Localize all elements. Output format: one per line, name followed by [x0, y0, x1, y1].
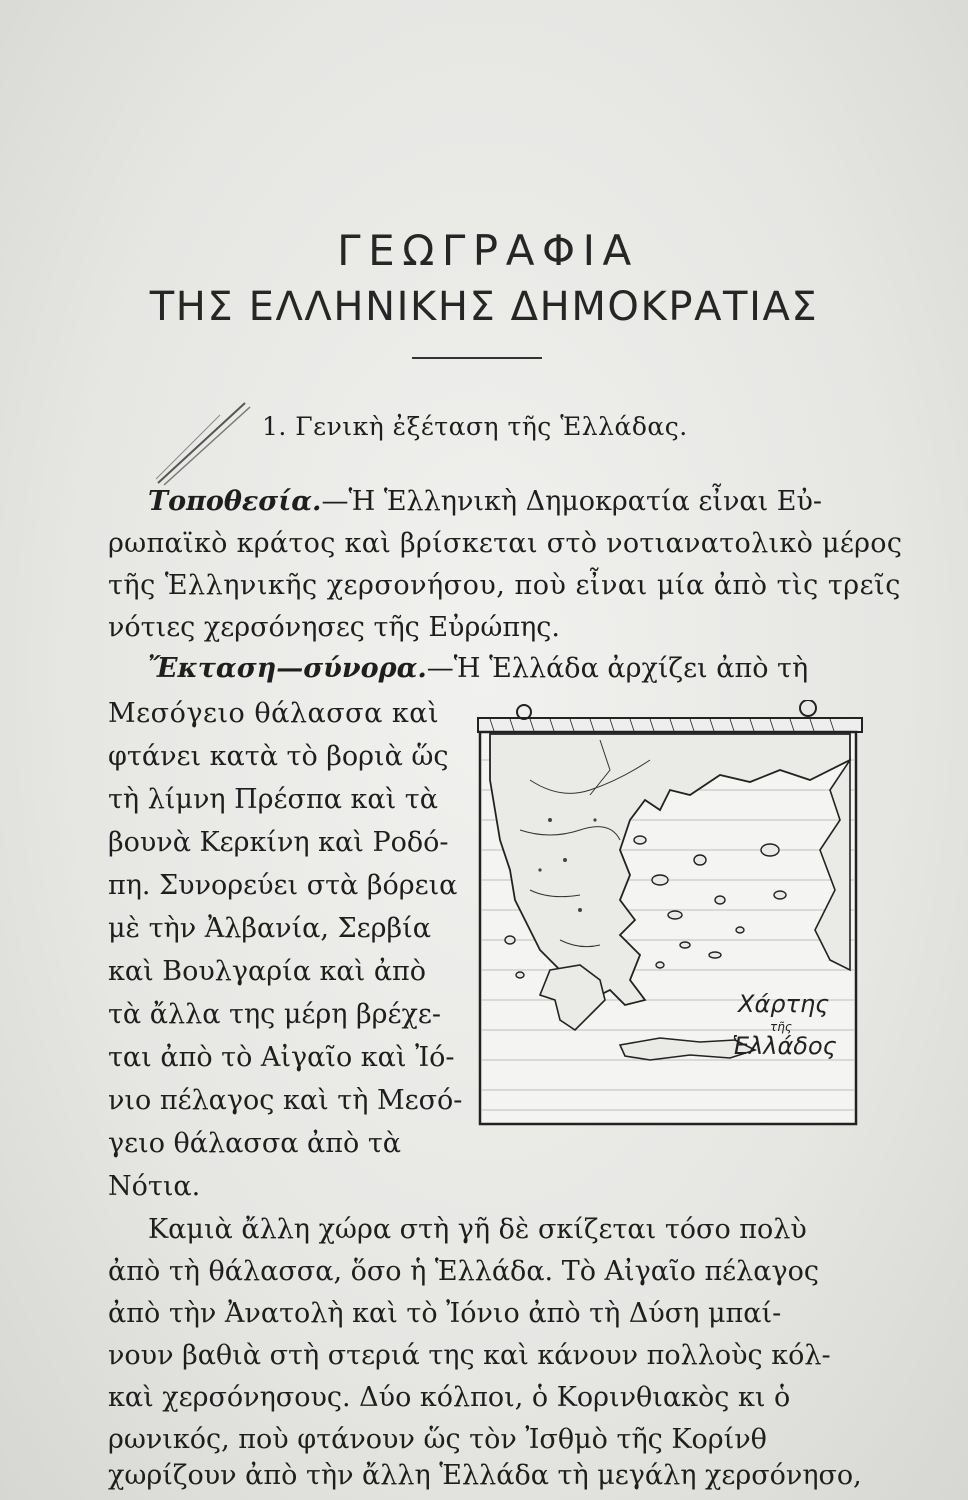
paragraph3-line7: χωρίζουν ἀπὸ τὴν ἄλλη Ἑλλάδα τὴ μεγάλη χερσόνησο,: [108, 1460, 862, 1491]
paragraph3-line5: καὶ χερσόνησους. Δύο κόλποι, ὁ Κορινθιακὸς κι ὁ: [108, 1382, 791, 1413]
paragraph2-line1: [148, 655, 808, 682]
paragraph2-line13: Νότια.: [108, 1171, 201, 1202]
paragraph1-line4: νότιες χερσόνησες τῆς Εὐρώπης.: [108, 612, 560, 643]
map-caption-line2: τῆς: [770, 1020, 792, 1034]
greece-wall-map: [470, 700, 870, 1140]
paragraph2-lead: Ἔκταση—σύνορα.: [148, 653, 427, 684]
paragraph2-line3: φτάνει κατὰ τὸ βοριὰ ὥς: [108, 741, 449, 772]
paragraph3-line3: ἀπὸ τὴν Ἀνατολὴ καὶ τὸ Ἰόνιο ἀπὸ τὴ Δύση μπαί-: [108, 1298, 782, 1329]
map-caption-line1: Χάρτης: [738, 990, 830, 1018]
page-title-line1: ΓΕΩΓΡΑΦΙΑ: [337, 226, 639, 275]
map-illustration: [470, 700, 870, 1140]
paragraph2-line5: βουνὰ Κερκίνη καὶ Ροδό-: [108, 827, 449, 858]
paragraph1-line3: τῆς Ἑλληνικῆς χερσονήσου, ποὺ εἶναι μία ἀπὸ τὶς τρεῖς: [108, 570, 901, 601]
paragraph3-line6: ρωνικός, ποὺ φτάνουν ὥς τὸν Ἰσθμὸ τῆς Κορίνθ: [108, 1424, 767, 1455]
paragraph2-line1-text: —Ἡ Ἑλλάδα ἀρχίζει ἀπὸ τὴ: [426, 653, 809, 684]
paragraph3-line2: ἀπὸ τὴ θάλασσα, ὅσο ἡ Ἑλλάδα. Τὸ Αἰγαῖο πέλαγος: [108, 1256, 820, 1287]
page-title-line2: ΤΗΣ ΕΛΛΗΝΙΚΗΣ ΔΗΜΟΚΡΑΤΙΑΣ: [149, 284, 819, 330]
paragraph2-line8: καὶ Βουλγαρία καὶ ἀπὸ: [108, 956, 427, 987]
pencil-mark-icon: [150, 395, 260, 490]
paragraph2-line10: ται ἀπὸ τὸ Αἰγαῖο καὶ Ἰό-: [108, 1042, 455, 1073]
paragraph2-line4: τὴ λίμνη Πρέσπα καὶ τὰ: [108, 784, 438, 815]
section-heading: 1. Γενικὴ ἐξέταση τῆς Ἑλλάδας.: [262, 412, 688, 441]
paragraph2-line11: νιο πέλαγος καὶ τὴ Μεσό-: [108, 1085, 463, 1116]
paragraph3-line4: νουν βαθιὰ στὴ στεριά της καὶ κάνουν πολλοὺς κόλ-: [108, 1340, 831, 1371]
title-divider: [412, 357, 542, 359]
paragraph1-line1-text: —Ἡ Ἑλληνικὴ Δημοκρατία εἶναι Εὐ-: [321, 486, 823, 517]
paragraph1-line2: ρωπαϊκὸ κράτος καὶ βρίσκεται στὸ νοτιανατολικὸ μέρος: [108, 528, 903, 559]
paragraph3-line1: Καμιὰ ἄλλη χώρα στὴ γῆ δὲ σκίζεται τόσο πολὺ: [148, 1214, 807, 1245]
map-caption-line3: Ἑλλάδος: [732, 1032, 837, 1060]
paragraph2-line9: τὰ ἄλλα της μέρη βρέχε-: [108, 999, 441, 1030]
paragraph2-line7: μὲ τὴν Ἀλβανία, Σερβία: [108, 913, 431, 944]
paragraph2-line2: Μεσόγειο θάλασσα καὶ: [108, 698, 440, 729]
paragraph2-line6: πη. Συνορεύει στὰ βόρεια: [108, 870, 458, 901]
paragraph1-line1: [148, 488, 822, 515]
paragraph1-lead: Τοποθεσία.: [148, 486, 322, 517]
paragraph2-line12: γειο θάλασσα ἀπὸ τὰ: [108, 1128, 402, 1159]
